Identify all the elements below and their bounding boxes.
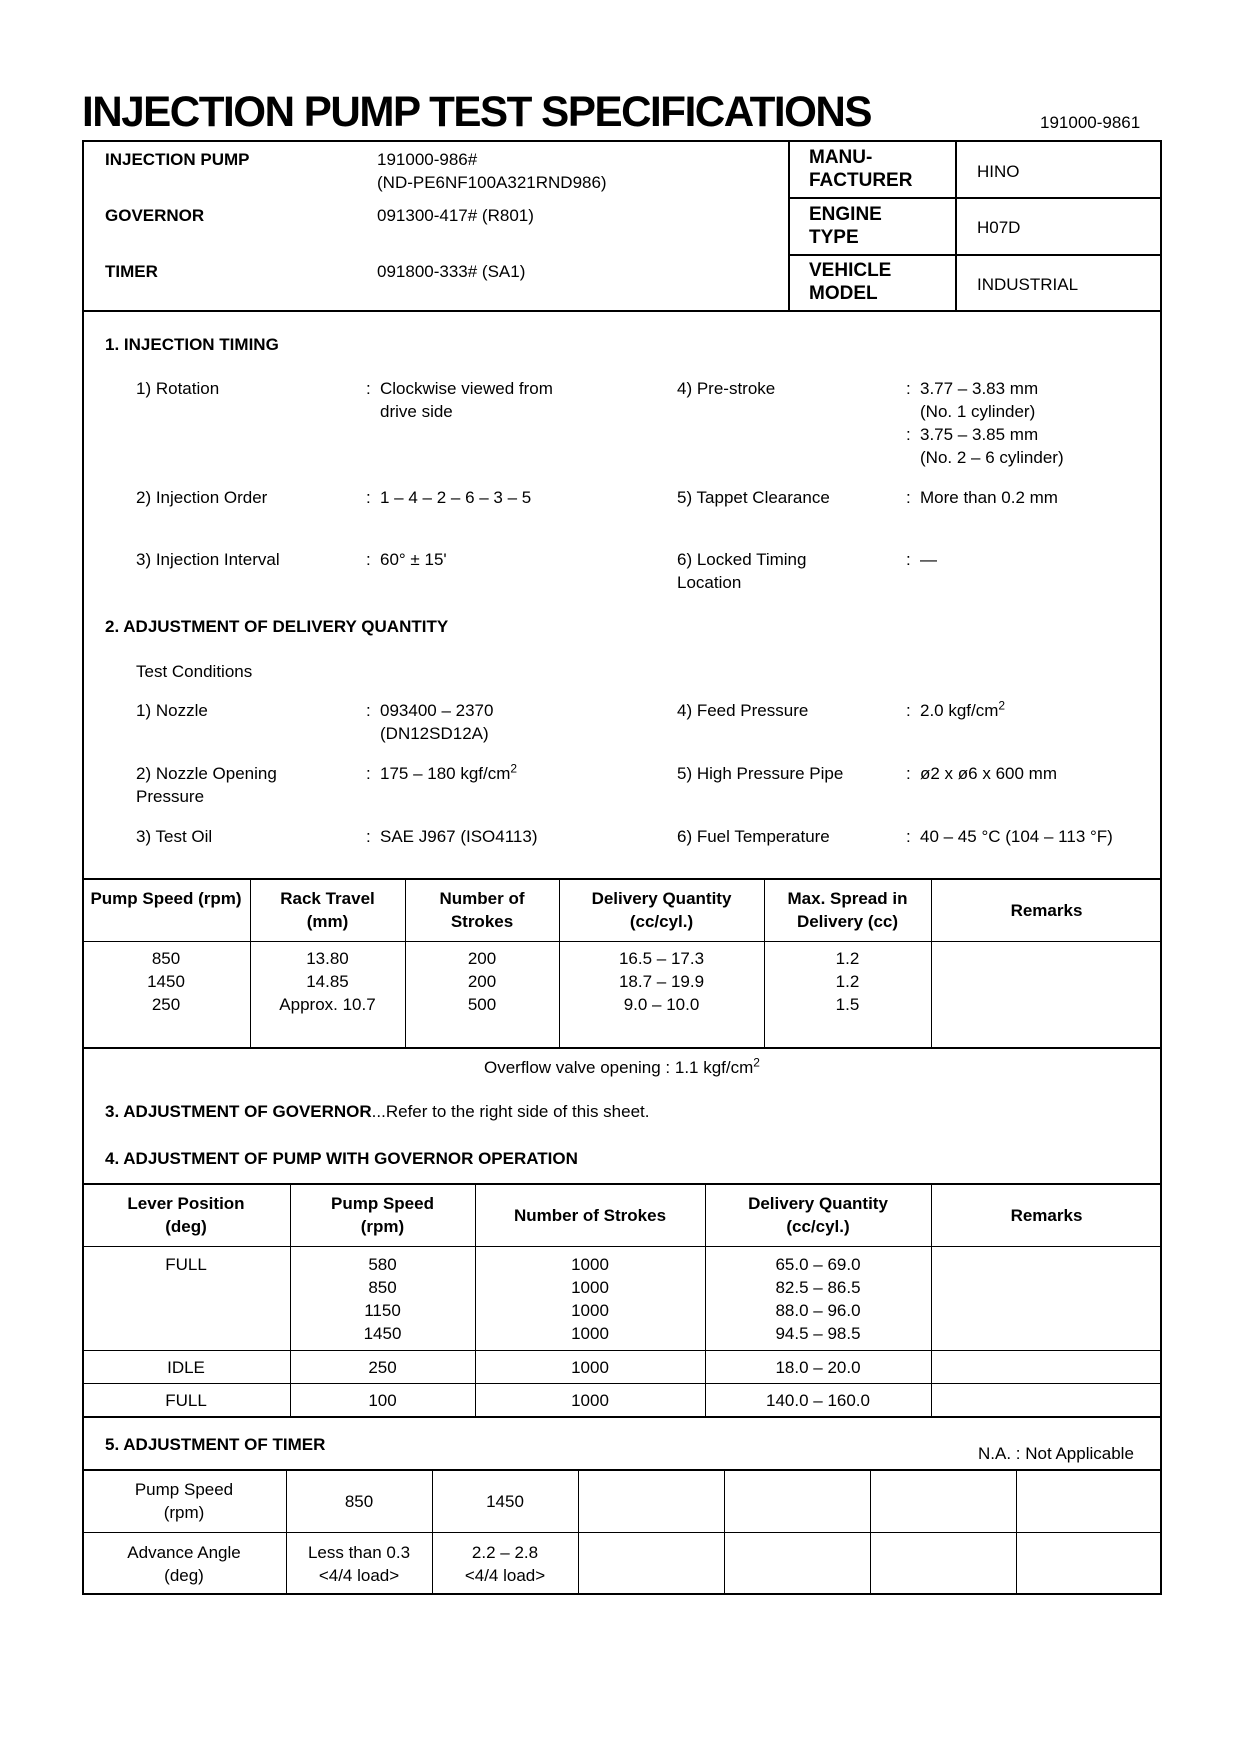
manufacturer-value: HINO — [977, 162, 1020, 181]
nozzle-opening-pressure-label: 2) Nozzle Opening Pressure — [136, 764, 277, 806]
gov-table-header-rule — [82, 1246, 1162, 1247]
timer-value: 091800-333# (SA1) — [377, 262, 526, 281]
colon: : — [906, 425, 911, 444]
timer-angle-2: 2.2 – 2.8 <4/4 load> — [464, 1543, 546, 1585]
gov-row-delivery: 65.0 – 69.0 82.5 – 86.5 88.0 – 96.0 94.5 – 98.5 — [775, 1255, 861, 1343]
feed-pressure-value: 2.0 kgf/$cm^2$ — [920, 698, 1006, 720]
governor-value: 091300-417# (R801) — [377, 206, 534, 225]
gov-row-speed: 580 850 1150 1450 — [363, 1255, 402, 1343]
timer-speed-1: 850 — [344, 1492, 374, 1511]
gov-row-strokes: 1000 — [571, 1391, 609, 1410]
feed-pressure-label: 4) Feed Pressure — [677, 701, 809, 720]
delivery-pump-speed-values: 850 1450 250 — [147, 949, 185, 1014]
col-header-strokes: Number of Strokes — [439, 889, 525, 931]
pump-label: INJECTION PUMP — [105, 150, 250, 169]
gov-table-bottom-rule — [82, 1416, 1162, 1418]
col-header-delivery-quantity: Delivery Quantity (cc/cyl.) — [591, 889, 732, 931]
injection-interval-value: 60° ± 15' — [380, 550, 447, 569]
colon: : — [366, 827, 371, 846]
timer-col-divider — [870, 1469, 871, 1595]
rotation-value: Clockwise viewed from drive side — [380, 379, 553, 421]
overflow-valve-note: Overflow valve opening : 1.1 kgf/$cm^2$ — [484, 1055, 760, 1077]
timer-angle-1: Less than 0.3 <4/4 load> — [307, 1543, 411, 1585]
header-rule-2 — [788, 254, 1162, 256]
fuel-temperature-value: 40 – 45 °C (104 – 113 °F) — [920, 827, 1113, 846]
colon: : — [906, 764, 911, 783]
delivery-table-header-rule — [82, 941, 1162, 942]
timer-col-divider — [1016, 1469, 1017, 1595]
gov-row-lever: FULL — [165, 1255, 207, 1274]
colon: : — [906, 827, 911, 846]
prestroke-value-2: 3.75 – 3.85 mm (No. 2 – 6 cylinder) — [920, 425, 1064, 467]
locked-timing-value: — — [920, 550, 937, 569]
timer-advance-angle-label: Advance Angle (deg) — [127, 1543, 241, 1585]
engine-type-value: H07D — [977, 218, 1021, 237]
injection-order-value: 1 – 4 – 2 – 6 – 3 – 5 — [380, 488, 532, 507]
tappet-clearance-label: 5) Tappet Clearance — [677, 488, 830, 507]
header-bottom-rule — [82, 310, 1162, 312]
injection-timing-heading: 1. INJECTION TIMING — [105, 335, 279, 354]
test-oil-value: SAE J967 (ISO4113) — [380, 827, 538, 846]
not-applicable-note: N.A. : Not Applicable — [978, 1444, 1134, 1463]
delivery-quantity-values: 16.5 – 17.3 18.7 – 19.9 9.0 – 10.0 — [618, 949, 705, 1014]
prestroke-label: 4) Pre-stroke — [677, 379, 776, 398]
nozzle-opening-pressure-value: 175 – 180 kgf/$cm^2$ — [380, 761, 518, 783]
col-header-strokes: Number of Strokes — [513, 1206, 667, 1225]
timer-label: TIMER — [105, 262, 158, 281]
timer-col-divider — [724, 1469, 725, 1595]
colon: : — [366, 379, 371, 398]
prestroke-value-1: 3.77 – 3.83 mm (No. 1 cylinder) — [920, 379, 1039, 421]
injection-interval-label: 3) Injection Interval — [136, 550, 280, 569]
col-header-remarks: Remarks — [1010, 1206, 1083, 1225]
vehicle-model-label: VEHICLE MODEL — [809, 260, 892, 304]
governor-label: GOVERNOR — [105, 206, 205, 225]
timer-speed-2: 1450 — [486, 1492, 524, 1511]
gov-row-strokes: 1000 1000 1000 1000 — [571, 1255, 609, 1343]
delivery-rack-travel-values: 13.80 14.85 Approx. 10.7 — [279, 949, 376, 1014]
gov-row-delivery: 18.0 – 20.0 — [775, 1358, 861, 1377]
engine-type-label: ENGINE TYPE — [809, 204, 882, 248]
nozzle-label: 1) Nozzle — [136, 701, 208, 720]
timer-adjustment-heading: 5. ADJUSTMENT OF TIMER — [105, 1435, 326, 1454]
header-divider-right — [955, 140, 957, 310]
col-header-pump-speed: Pump Speed (rpm) — [90, 889, 242, 908]
rotation-label: 1) Rotation — [136, 379, 220, 398]
gov-row-speed: 100 — [368, 1391, 397, 1410]
col-header-rack-travel: Rack Travel (mm) — [280, 889, 375, 931]
locked-timing-label: 6) Locked Timing Location — [677, 550, 807, 592]
gov-table-row-rule — [82, 1383, 1162, 1384]
delivery-table-bottom-rule — [82, 1047, 1162, 1049]
document-title: INJECTION PUMP TEST SPECIFICATIONS — [82, 88, 872, 136]
delivery-heading: 2. ADJUSTMENT OF DELIVERY QUANTITY — [105, 617, 449, 636]
gov-table-row-rule — [82, 1350, 1162, 1351]
colon: : — [906, 550, 911, 569]
test-conditions-label: Test Conditions — [136, 662, 253, 681]
delivery-table-top-rule — [82, 878, 1162, 880]
header-divider-left — [788, 140, 790, 310]
col-header-remarks: Remarks — [1010, 901, 1083, 920]
test-oil-label: 3) Test Oil — [136, 827, 213, 846]
colon: : — [906, 488, 911, 507]
governor-adjustment-heading: 3. ADJUSTMENT OF GOVERNOR...Refer to the right side of this sheet. — [105, 1102, 650, 1121]
timer-pump-speed-label: Pump Speed (rpm) — [134, 1480, 234, 1522]
col-header-delivery-quantity: Delivery Quantity (cc/cyl.) — [748, 1194, 888, 1236]
timer-table-top-rule — [82, 1469, 1162, 1471]
colon: : — [366, 550, 371, 569]
gov-row-speed: 250 — [368, 1358, 397, 1377]
gov-row-delivery: 140.0 – 160.0 — [766, 1391, 870, 1410]
gov-table-top-rule — [82, 1183, 1162, 1185]
injection-order-label: 2) Injection Order — [136, 488, 268, 507]
col-header-max-spread: Max. Spread in Delivery (cc) — [787, 889, 908, 931]
document-number: 191000-9861 — [1040, 113, 1141, 132]
col-header-pump-speed: Pump Speed (rpm) — [331, 1194, 434, 1236]
colon: : — [906, 701, 911, 720]
fuel-temperature-label: 6) Fuel Temperature — [677, 827, 830, 846]
col-header-lever-position: Lever Position (deg) — [127, 1194, 245, 1236]
delivery-strokes-values: 200 200 500 — [467, 949, 497, 1014]
colon: : — [366, 701, 371, 720]
header-rule-1 — [788, 197, 1162, 199]
tappet-clearance-value: More than 0.2 mm — [920, 488, 1058, 507]
timer-table-row-rule — [82, 1532, 1162, 1533]
vehicle-model-value: INDUSTRIAL — [977, 275, 1079, 294]
colon: : — [906, 379, 911, 398]
delivery-spread-values: 1.2 1.2 1.5 — [835, 949, 860, 1014]
colon: : — [366, 764, 371, 783]
gov-row-lever: FULL — [165, 1391, 207, 1410]
nozzle-value: 093400 – 2370 (DN12SD12A) — [380, 701, 494, 743]
pump-value: 191000-986# (ND-PE6NF100A321RND986) — [377, 150, 607, 192]
manufacturer-label: MANU- FACTURER — [809, 147, 913, 191]
high-pressure-pipe-value: ø2 x ø6 x 600 mm — [920, 764, 1057, 783]
colon: : — [366, 488, 371, 507]
gov-row-lever: IDLE — [167, 1358, 205, 1377]
gov-row-strokes: 1000 — [571, 1358, 609, 1377]
high-pressure-pipe-label: 5) High Pressure Pipe — [677, 764, 844, 783]
pump-governor-heading: 4. ADJUSTMENT OF PUMP WITH GOVERNOR OPERATION — [105, 1149, 578, 1168]
timer-col-divider — [578, 1469, 579, 1595]
